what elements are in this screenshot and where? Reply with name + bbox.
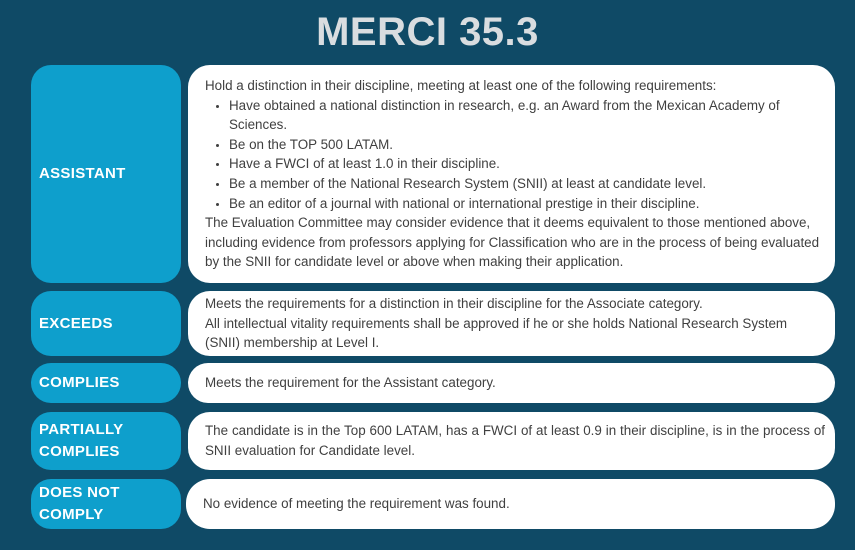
label-complies: COMPLIES [31,363,181,403]
list-item: • Be a member of the National Research System (SNII) at least at candidate level. [229,174,825,194]
exceeds-line-1: Meets the requirements for a distinction in their discipline for the Associate category. [205,296,703,312]
description-does-not-comply [186,479,835,529]
does-not-comply-text: No evidence of meeting the requirement was found. [203,496,510,512]
row-partially-complies [31,412,835,470]
list-item: • Be on the TOP 500 LATAM. [229,135,825,155]
assistant-note: The Evaluation Committee may consider evidence that it deems equivalent to those mentioned above, including evidence from professors applying for Classification who are in the process of being evaluated by the SNII for candidate level or above when making their application. [205,215,820,270]
complies-text: Meets the requirement for the Assistant category. [205,375,496,391]
description-assistant [188,65,835,283]
list-item: • Have a FWCI of at least 1.0 in their discipline. [229,154,825,174]
row-assistant [31,65,835,283]
label-assistant: ASSISTANT [31,65,181,283]
label-exceeds: EXCEEDS [31,291,181,356]
exceeds-line-2: All intellectual vitality requirements shall be approved if he or she holds National Research System (SNII) membership at Level I. [205,315,788,351]
label-does-not-comply: DOES NOT COMPLY [31,479,181,529]
list-item: • Have obtained a national distinction in research, e.g. an Award from the Mexican Academy of Sciences. [229,96,825,135]
description-complies [188,363,835,403]
row-does-not-comply [31,479,835,529]
assistant-intro: Hold a distinction in their discipline, meeting at least one of the following requirements: [205,78,717,94]
description-partially-complies [188,412,835,470]
page-title: MERCI 35.3 [316,10,539,54]
description-exceeds [188,291,835,356]
label-partially-complies: PARTIALLY COMPLIES [31,412,181,470]
assistant-requirements-list [205,96,825,214]
list-item: • Be an editor of a journal with national or international prestige in their discipline. [229,194,825,214]
partially-text: The candidate is in the Top 600 LATAM, has a FWCI of at least 0.9 in their discipline, is in the process of SNII evaluation for Candidate level. [205,423,825,458]
row-exceeds [31,291,835,356]
row-complies [31,363,835,403]
